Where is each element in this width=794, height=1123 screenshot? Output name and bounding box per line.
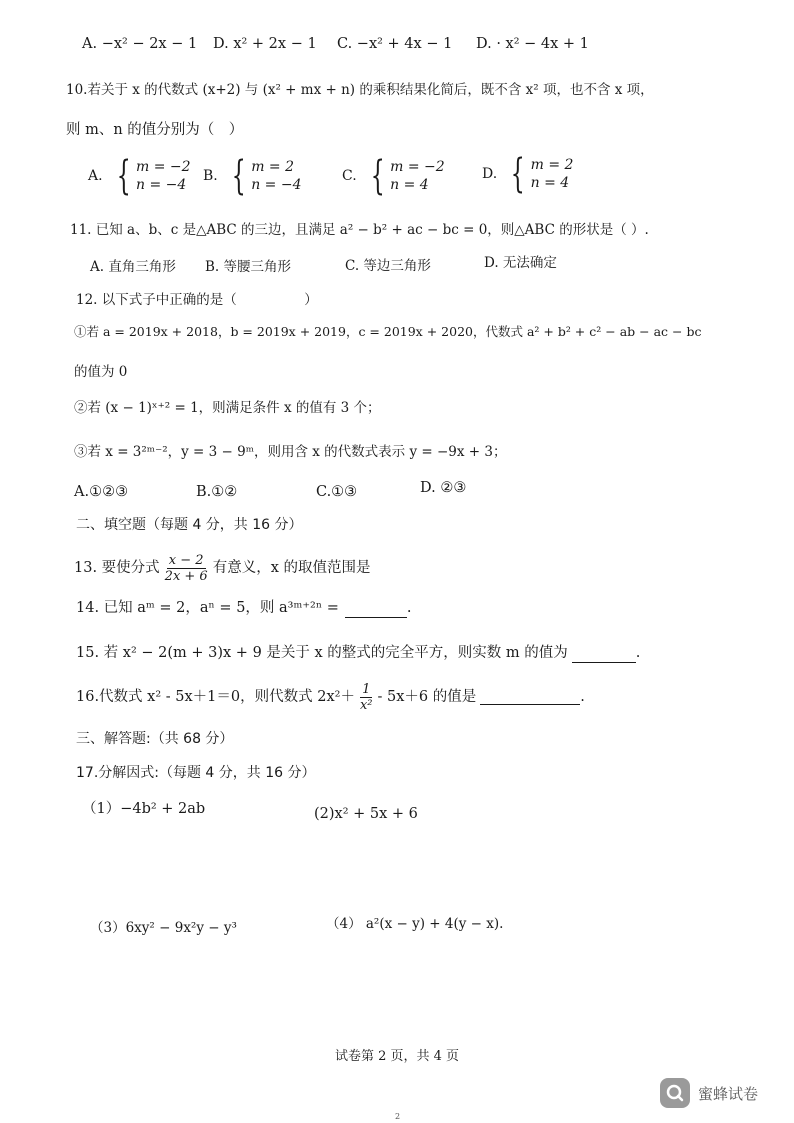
q12-statement-1: ①若 a = 2019x + 2018，b = 2019x + 2019，c = 2019x + 2020，代数式 a² + b² + c² − ab − ac − bc — [74, 324, 702, 339]
q11-option-c[interactable]: C. 等边三角形 — [345, 258, 431, 274]
system-line-2: n = −4 — [251, 177, 302, 193]
brace-icon: { — [231, 153, 246, 199]
brace-icon: { — [116, 153, 131, 199]
q10-option-a[interactable] — [88, 153, 191, 199]
system-line-1: m = −2 — [136, 159, 191, 175]
q17-stem: 17.分解因式:（每题 4 分，共 16 分） — [76, 765, 316, 781]
q17-part-4: （4） a²(x − y) + 4(y − x). — [326, 916, 504, 932]
q17-part-1: （1）−4b² + 2ab — [82, 801, 206, 817]
system-line-1: m = 2 — [251, 159, 295, 175]
system-line-2: n = −4 — [136, 177, 187, 193]
q16-answer-blank[interactable] — [480, 690, 580, 705]
q12-statement-3: ③若 x = 3²ᵐ⁻²，y = 3 − 9ᵐ，则用含 x 的代数式表示 y = −9x + 3； — [74, 444, 507, 460]
q9-option-a[interactable]: A. −x² − 2x − 1 — [82, 36, 198, 52]
option-label: A. — [88, 168, 103, 184]
section-3-heading: 三、解答题:（共 68 分） — [76, 731, 234, 747]
system-line-2: n = 4 — [530, 175, 570, 191]
fraction-denominator: 2x + 6 — [164, 568, 208, 584]
q9-option-c[interactable]: C. −x² + 4x − 1 — [337, 36, 453, 52]
system-line-1: m = −2 — [390, 159, 445, 175]
watermark-text: 蜜蜂试卷 — [698, 1084, 759, 1103]
q16-fraction — [358, 682, 375, 713]
q17-part-3: （3）6xy² − 9x²y − y³ — [90, 920, 237, 936]
option-label: C. — [342, 168, 357, 184]
q12-option-b[interactable]: B.①② — [196, 484, 238, 500]
q10-option-b[interactable] — [203, 153, 302, 199]
option-label: D. — [482, 166, 498, 182]
fraction-denominator: x² — [359, 697, 373, 713]
q12-statement-1b: 的值为 0 — [74, 364, 128, 380]
option-label: B. — [203, 168, 218, 184]
q17-part-2: (2)x² + 5x + 6 — [314, 806, 418, 822]
q10-stem-2: 则 m、n 的值分别为（ ） — [66, 122, 244, 138]
q12-option-d[interactable]: D. ②③ — [420, 480, 467, 496]
page-number-mark: 2 — [395, 1112, 401, 1121]
q12-option-a[interactable]: A.①②③ — [74, 484, 129, 500]
brace-icon: { — [370, 153, 385, 199]
section-2-heading: 二、填空题（每题 4 分，共 16 分） — [76, 517, 303, 533]
system-line-1: m = 2 — [530, 157, 574, 173]
q16-period: . — [580, 689, 585, 705]
q14-text: 14. 已知 aᵐ = 2，aⁿ = 5，则 a³ᵐ⁺²ⁿ = — [76, 600, 339, 616]
q16 — [76, 678, 585, 716]
q15-period: . — [635, 645, 641, 661]
q10-stem: 10.若关于 x 的代数式 (x+2) 与 (x² + mx + n) 的乘积结果化简后，既不含 x² 项，也不含 x 项， — [66, 82, 654, 98]
q11-option-a[interactable]: A. 直角三角形 — [90, 259, 176, 275]
q11-option-b[interactable]: B. 等腰三角形 — [205, 259, 292, 275]
page-footer: 试卷第 2 页，共 4 页 — [334, 1049, 460, 1064]
q15 — [76, 643, 640, 663]
q9-option-d1[interactable]: D. x² + 2x − 1 — [213, 36, 317, 52]
q15-answer-blank[interactable] — [572, 648, 636, 663]
q16-prefix: 16.代数式 x² - 5x＋1＝0，则代数式 2x²＋ — [76, 689, 355, 705]
watermark-logo — [660, 1078, 758, 1108]
q11-option-d[interactable]: D. 无法确定 — [484, 255, 557, 271]
q13-fraction — [163, 553, 210, 584]
q10-option-c[interactable] — [342, 153, 445, 199]
q15-text: 15. 若 x² − 2(m + 3)x + 9 是关于 x 的整式的完全平方，则实数 m 的值为 — [76, 645, 568, 661]
brace-icon: { — [510, 151, 525, 197]
q16-suffix: - 5x＋6 的值是 — [377, 689, 477, 705]
q9-option-d2[interactable]: D. · x² − 4x + 1 — [476, 36, 589, 52]
system-line-2: n = 4 — [390, 177, 429, 193]
q10-option-d[interactable] — [482, 151, 574, 197]
q13 — [74, 549, 371, 587]
bee-logo-icon — [660, 1078, 690, 1108]
fraction-numerator: 1 — [362, 681, 371, 697]
q14-answer-blank[interactable] — [345, 603, 407, 618]
q12-statement-2: ②若 (x − 1)ˣ⁺² = 1，则满足条件 x 的值有 3 个； — [74, 400, 381, 416]
q13-suffix: 有意义，x 的取值范围是 — [212, 560, 371, 576]
q12-stem: 12. 以下式子中正确的是（ ） — [76, 292, 318, 308]
q12-option-c[interactable]: C.①③ — [316, 484, 358, 500]
q14-period: . — [406, 600, 412, 616]
fraction-numerator: x − 2 — [168, 552, 204, 568]
q11-stem: 11. 已知 a、b、c 是△ABC 的三边，且满足 a² − b² + ac − bc = 0，则△ABC 的形状是（ ）. — [70, 222, 649, 238]
q13-prefix: 13. 要使分式 — [74, 560, 160, 576]
q14 — [76, 598, 412, 618]
